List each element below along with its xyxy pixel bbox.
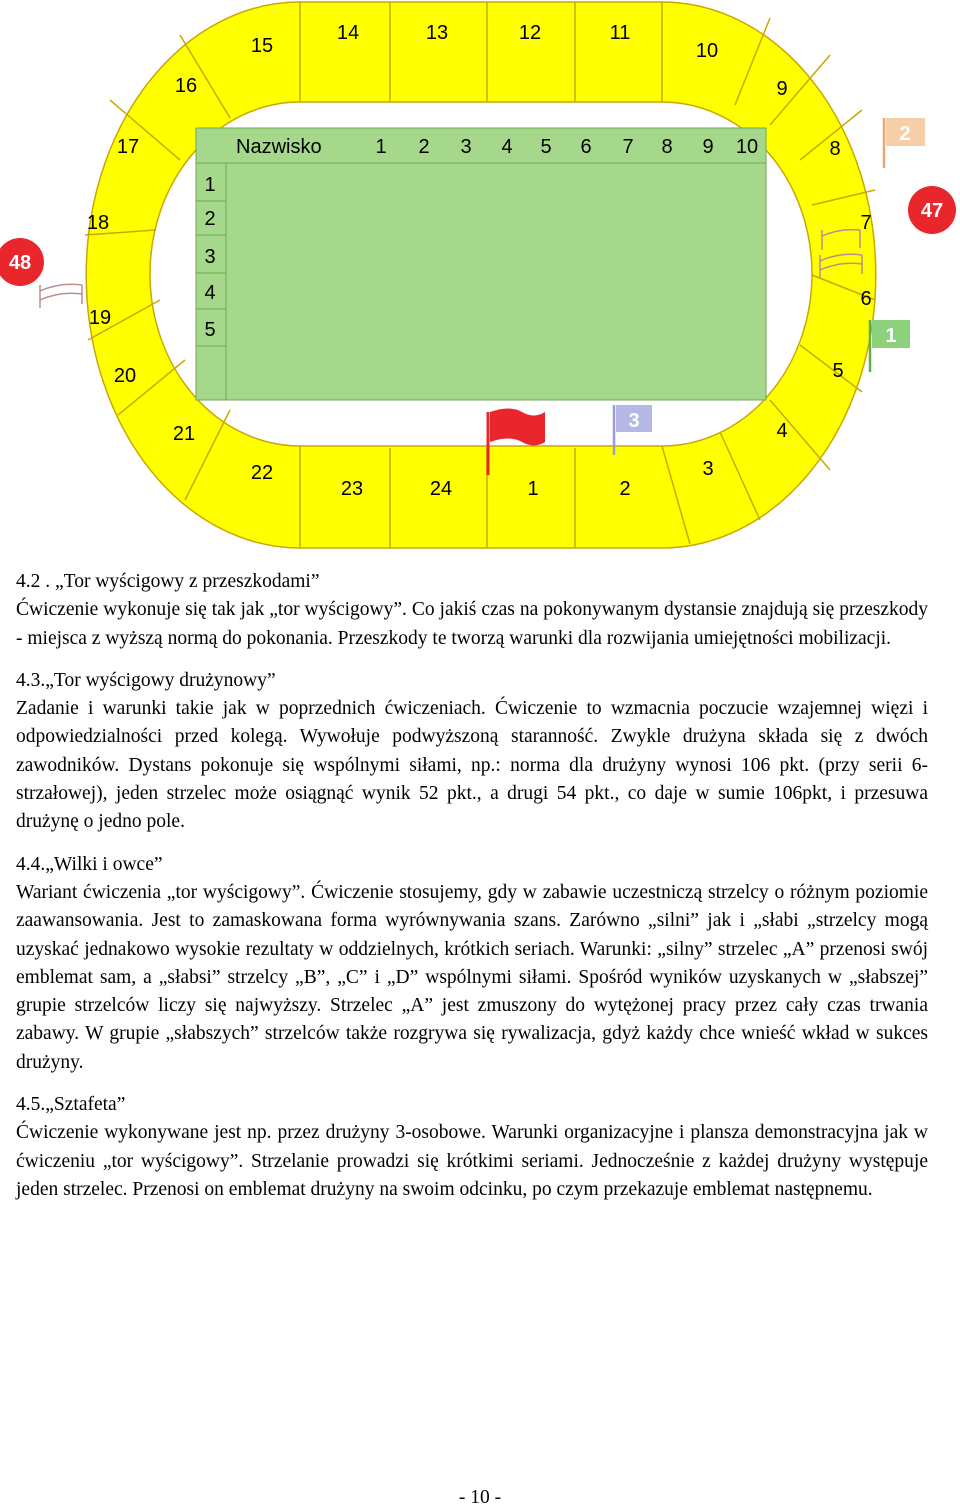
badge-47 (908, 186, 956, 234)
race-track-svg (0, 0, 960, 560)
section-body: Ćwiczenie wykonuje się tak jak „tor wyścigowy”. Co jakiś czas na pokonywanym dystansie znajdują się przeszkody - miejsca z wyższą normą do pokonania. Przeszkody te tworzą warunki dla rozwijania umiejętności mobilizacji. (16, 599, 928, 649)
section-heading: 4.5.„Sztafeta” (16, 1094, 126, 1116)
section-heading: 4.3.„Tor wyścigowy drużynowy” (16, 669, 276, 691)
table-header-number: 9 (702, 136, 714, 158)
section-heading: 4.2 . „Tor wyścigowy z przeszkodami” (16, 571, 320, 592)
track-segment-label: 5 (832, 360, 844, 382)
track-segment-label: 13 (425, 22, 449, 44)
track-segment-label: 2 (619, 478, 631, 500)
track-segment-label: 8 (829, 138, 841, 160)
page-number: - 10 - (458, 1487, 502, 1508)
table-header-number: 3 (460, 136, 472, 158)
badge-number: 47 (920, 200, 944, 222)
table-row-number: 5 (204, 319, 216, 341)
track-segment-label: 16 (174, 75, 198, 97)
track-segment-label: 15 (250, 35, 274, 57)
track-segment-label: 18 (86, 212, 110, 234)
section-4-2 (16, 568, 928, 653)
track-segment-label: 11 (609, 22, 631, 44)
track-segment-label: 23 (340, 478, 364, 500)
track-segment-label: 17 (116, 136, 140, 158)
flag-2-icon (884, 118, 925, 168)
track-segment-label: 20 (113, 365, 137, 387)
table-header-number: 7 (622, 136, 634, 158)
flag-number: 2 (899, 123, 911, 145)
track-segment-label: 19 (88, 307, 112, 329)
table-header-number: 1 (375, 136, 387, 158)
track-segment-label: 6 (860, 288, 872, 310)
table-row-number: 1 (204, 174, 216, 196)
table-row-number: 3 (204, 246, 216, 268)
section-body: Zadanie i warunki takie jak w poprzednich ćwiczeniach. Ćwiczenie to wzmacnia poczucie wzajemnej więzi i odpowiedzialności przed kolegą. Wywołuje podwyższoną staranność. Zwykle drużyna składa się z dwóch zawodników. Dystans pokonuje się wspólnymi siłami, np.: norma dla drużyny wynosi 106 pkt. (przy serii 6-strzałowej), jeden strzelec może osiągnąć wynik 52 pkt., a drugi 54 pkt., co daje w sumie 106pkt, i przesuwa drużynę o jedno pole. (16, 698, 928, 833)
table-header-number: 8 (661, 136, 673, 158)
track-segment-label: 24 (429, 478, 453, 500)
section-4-3 (16, 667, 928, 837)
section-4-4 (16, 851, 928, 1077)
badge-number: 48 (8, 252, 32, 274)
track-segment-label: 10 (695, 40, 719, 62)
track-segment-label: 21 (172, 423, 196, 445)
track-segment-label: 9 (776, 78, 788, 100)
track-segment-label: 22 (250, 462, 274, 484)
document-body (16, 568, 928, 1218)
flag-1-icon (870, 320, 910, 372)
section-body: Ćwiczenie wykonywane jest np. przez drużyny 3-osobowe. Warunki organizacyjne i plansza demonstracyjna jak w ćwiczeniu „tor wyścigowy”. Strzelanie prowadzi się krótkimi seriami. Jednocześnie z każdej drużyny występuje jeden strzelec. Przenosi on emblemat drużyny na swoim odcinku, po czym przekazuje emblemat następnemu. (16, 1122, 928, 1200)
table-row-number: 2 (204, 208, 216, 230)
table-header-number: 4 (501, 136, 513, 158)
table-header-number: 2 (418, 136, 430, 158)
section-body: Wariant ćwiczenia „tor wyścigowy”. Ćwiczenie stosujemy, gdy w zabawie uczestniczą strzelcy o różnym poziomie zaawansowania. Jest to zamaskowana forma wyrównywania szans. Zarówno „silni” jak i „słabi „strzelcy mogą uzyskać jednakowo wysokie rezultaty w oddzielnych, krótkich seriach. Warunki: „silny” strzelec „A” przenosi swój emblemat sam, a „słabsi” strzelcy „B”, „C” i „D” wspólnymi siłami. Spośród wyników uzyskanych w „słabszej” grupie strzelców liczy się najwyższy. Strzelec „A” jest zmuszony do wytężonej pracy przez cały czas trwania zabawy. W grupie „słabszych” strzelców także rozgrywa się rywalizacja, gdyż każdy chce wnieść wkład w sukces drużyny. (16, 881, 928, 1073)
section-heading: 4.4.„Wilki i owce” (16, 853, 163, 875)
table-header-name: Nazwisko (236, 136, 322, 158)
table-row-number: 4 (204, 282, 216, 304)
track-segment-label: 4 (776, 420, 788, 442)
table-header-number: 6 (580, 136, 592, 158)
badge-48 (0, 238, 44, 286)
flag-number: 3 (628, 410, 640, 432)
section-4-5 (16, 1091, 928, 1204)
table-header-number: 5 (540, 136, 552, 158)
track-segment-label: 3 (702, 458, 714, 480)
race-track-diagram (0, 0, 960, 560)
track-segment-label: 14 (336, 22, 360, 44)
track-segment-label: 1 (527, 478, 539, 500)
track-segment-label: 12 (518, 22, 542, 44)
table-header-number: 10 (735, 136, 759, 158)
flag-number: 1 (885, 325, 897, 347)
scores-table (196, 128, 766, 400)
table-background (196, 128, 766, 400)
track-segment-label: 7 (860, 212, 872, 234)
